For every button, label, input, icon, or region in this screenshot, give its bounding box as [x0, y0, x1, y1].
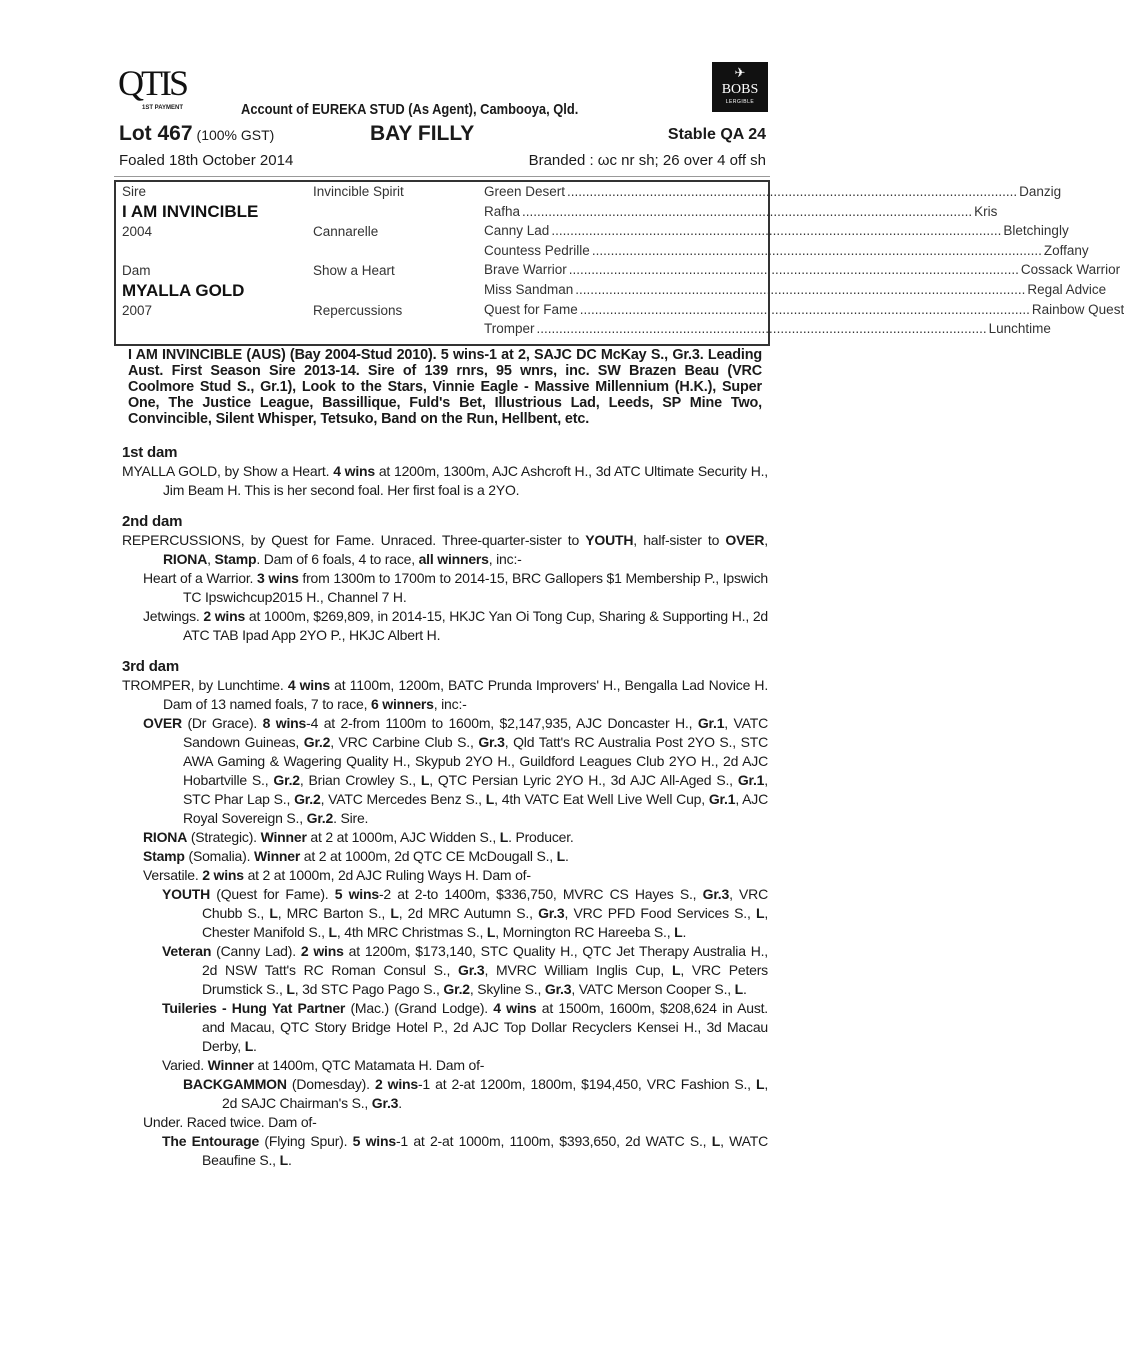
horse-sire: Regal Advice: [1027, 282, 1107, 297]
sire-sire: Invincible Spirit: [313, 184, 404, 199]
horse-name: Brave Warrior: [484, 262, 567, 278]
text: ,: [764, 532, 768, 548]
horse-sire: Zoffany: [1043, 242, 1089, 258]
progeny-paragraph: [118, 1075, 768, 1113]
horse-name: Quest for Fame: [484, 301, 578, 317]
bobs-logo-sub: LERGIBLE: [725, 99, 755, 105]
sire-year: 2004: [122, 224, 153, 239]
progeny-paragraph: [118, 1132, 768, 1170]
text: .: [253, 1038, 257, 1054]
bold-text: 2 wins: [300, 943, 344, 959]
bold-text: Gr.3: [538, 905, 565, 921]
bold-text: Winner: [260, 829, 307, 845]
bold-text: L: [711, 1133, 721, 1149]
bold-text: Gr.1: [697, 715, 725, 731]
foaled-date: Foaled 18th October 2014: [119, 152, 294, 169]
horse-sire: Lunchtime: [988, 321, 1051, 337]
text: (Quest for Fame).: [210, 886, 335, 902]
text: at 2 at 1000m, AJC Widden S.,: [306, 829, 500, 845]
bold-text: 5 wins: [352, 1133, 396, 1149]
bold-text: Gr.1: [737, 772, 765, 788]
horse-sire: Danzig: [1019, 184, 1062, 199]
bold-text: Gr.2: [443, 981, 470, 997]
bold-text: Winner: [253, 848, 301, 864]
text: .: [398, 1095, 402, 1111]
bold-text: L: [674, 924, 683, 940]
dot-leader: ........................................................................................................................: [536, 321, 987, 337]
text: (Canny Lad).: [211, 943, 301, 959]
bold-text: L: [499, 829, 509, 845]
text: , Skyline S.,: [469, 981, 545, 997]
bold-text: L: [755, 905, 765, 921]
dam-year: 2007: [122, 303, 153, 318]
text: , STC Phar Lap S.,: [183, 772, 768, 807]
progeny-paragraph: [118, 714, 768, 828]
text: -2 at 2-to 1400m, $336,750, MVRC CS Hayes S.,: [378, 886, 703, 902]
bold-text: 5 wins: [334, 886, 379, 902]
text: , VATC Merson Cooper S.,: [571, 981, 735, 997]
horse-name: Miss Sandman: [484, 282, 574, 297]
text: REPERCUSSIONS, by Quest for Fame. Unraced. Three-quarter-sister to: [122, 532, 586, 548]
progeny-paragraph: [118, 999, 768, 1056]
text: , QTC Persian Lyric 2YO H., 3d AJC All-Aged S.,: [429, 772, 738, 788]
text: Jetwings.: [143, 608, 204, 624]
bold-text: 4 wins: [287, 677, 330, 693]
qtis-logo-text: QTIS: [118, 63, 186, 103]
text: .: [682, 924, 687, 940]
text: -1 at 2-at 1200m, 1800m, $194,450, VRC Fashion S.,: [417, 1076, 756, 1092]
text: at 2 at 1000m, 2d QTC CE McDougall S.,: [300, 848, 557, 864]
lot-number: [119, 122, 274, 146]
horse-rider-icon: ✈: [734, 65, 746, 80]
text: , Chester Manifold S.,: [202, 905, 769, 940]
bobs-logo-text: BOBS: [721, 82, 759, 97]
sire-dam: Cannarelle: [313, 224, 379, 239]
bold-text: 2 wins: [202, 867, 244, 883]
bold-text: 4 wins: [333, 463, 375, 479]
bold-text: YOUTH: [585, 532, 634, 548]
dot-leader: ........................................................................................................................: [575, 282, 1026, 297]
bold-text: L: [486, 924, 496, 940]
text: , half-sister to: [633, 532, 726, 548]
catalogue-text: [118, 347, 768, 1170]
bold-text: Gr.3: [478, 734, 505, 750]
bold-text: L: [328, 924, 337, 940]
text: , 4th VATC Eat Well Live Well Cup,: [494, 791, 709, 807]
dot-leader: ........................................................................................................................: [568, 262, 1019, 278]
dam-paragraph: [118, 676, 768, 714]
section-heading-2nd-dam: 2nd dam: [122, 513, 183, 530]
bold-text: 4 wins: [493, 1000, 537, 1016]
bold-text: L: [734, 981, 744, 997]
sire-name: I AM INVINCIBLE: [122, 202, 259, 221]
progeny-paragraph: [118, 1113, 768, 1132]
bold-text: The Entourage: [162, 1133, 260, 1149]
bold-text: Stamp: [143, 848, 185, 864]
text: , AJC Royal Sovereign S.,: [183, 791, 768, 826]
bold-text: 2 wins: [203, 608, 246, 624]
dam-paragraph: [118, 462, 768, 500]
text: , WATC Beaufine S.,: [202, 1133, 768, 1168]
progeny-paragraph: [118, 569, 768, 607]
bold-text: L: [286, 981, 295, 997]
text: , 4th MRC Christmas S.,: [336, 924, 487, 940]
text: , 3d STC Pago Pago S.,: [294, 981, 444, 997]
bold-text: L: [279, 1152, 288, 1168]
progeny-paragraph: [118, 828, 768, 847]
text: Heart of a Warrior.: [143, 570, 257, 586]
qtis-logo-sub: 1ST PAYMENT: [142, 105, 184, 111]
text: , Qld Tatt's RC Australia Post 2YO S., STC AWA Gaming & Wagering Quality H., Skypub 2YO H., Guildford Leagues Club 2YO H., 2d AJC Hobartville S.,: [183, 734, 768, 788]
text: at 1100m, 1200m, BATC Prunda Improvers' H., Bengalla Lad Novice H. Dam of 13 named foals, 7 to race,: [163, 677, 769, 712]
text: .: [743, 981, 747, 997]
text: (Domesday).: [286, 1076, 375, 1092]
progeny-paragraph: [118, 607, 768, 645]
horse-name: Canny Lad: [484, 223, 550, 239]
horse-sire: Kris: [974, 203, 998, 219]
divider: [114, 176, 770, 177]
vendor-account: Account of EUREKA STUD (As Agent), Cambooya, Qld.: [241, 101, 579, 118]
bold-text: all winners: [418, 551, 489, 567]
text: .: [287, 1152, 292, 1168]
bold-text: Tuileries - Hung Yat Partner: [162, 1000, 346, 1016]
bold-text: RIONA: [163, 551, 208, 567]
dam-dam: Repercussions: [313, 303, 403, 318]
bobs-logo: [712, 62, 768, 112]
bold-text: Gr.3: [702, 886, 730, 902]
dam-sire: Show a Heart: [313, 263, 395, 278]
text: , Brian Crowley S.,: [299, 772, 421, 788]
text: , inc:-: [488, 551, 522, 567]
bold-text: L: [755, 1076, 765, 1092]
horse-name: Tromper: [484, 321, 535, 337]
bold-text: Veteran: [162, 943, 212, 959]
text: at 1200m, 1300m, AJC Ashcroft H., 3d ATC Ultimate Security H., Jim Beam H. This is her second foal. Her first foal is a 2YO.: [163, 463, 768, 498]
bold-text: L: [671, 962, 681, 978]
text: Versatile.: [143, 867, 203, 883]
text: Under. Raced twice. Dam of-: [143, 1114, 317, 1130]
text: . Sire.: [333, 810, 369, 826]
text: . Producer.: [508, 829, 574, 845]
horse-sire: Cossack Warrior: [1020, 262, 1121, 278]
bold-text: BACKGAMMON: [183, 1076, 287, 1092]
text: (Somalia).: [184, 848, 254, 864]
bold-text: L: [556, 848, 566, 864]
text: , VRC Peters Drumstick S.,: [202, 962, 768, 997]
progeny-paragraph: [118, 847, 768, 866]
dam-label: Dam: [122, 263, 151, 278]
pedigree-table: [114, 180, 1124, 346]
text: MYALLA GOLD, by Show a Heart.: [122, 463, 334, 479]
bold-text: Gr.2: [294, 791, 321, 807]
bold-text: L: [244, 1038, 254, 1054]
text: (Flying Spur).: [259, 1133, 353, 1149]
lot-label: Lot 467: [119, 122, 193, 145]
horse-sire: Bletchingly: [1003, 223, 1069, 239]
text: , Mornington RC Hareeba S.,: [495, 924, 675, 940]
horse-name: Countess Pedrille: [484, 242, 590, 258]
bold-text: RIONA: [143, 829, 188, 845]
text: (Dr Grace).: [181, 715, 263, 731]
text: at 1400m, QTC Matamata H. Dam of-: [253, 1057, 485, 1073]
text: TROMPER, by Lunchtime.: [122, 677, 288, 693]
gst-note: (100% GST): [196, 127, 275, 143]
text: , MVRC William Inglis Cup,: [484, 962, 672, 978]
text: -4 at 2-from 1100m to 1600m, $2,147,935, AJC Doncaster H.,: [306, 715, 698, 731]
bold-text: Gr.3: [544, 981, 572, 997]
bold-text: YOUTH: [162, 886, 211, 902]
grandparent-row: [484, 221, 1069, 241]
dam-name: MYALLA GOLD: [122, 281, 245, 300]
text: , VATC Sandown Guineas,: [183, 715, 768, 750]
dam-paragraph: [118, 531, 768, 569]
progeny-paragraph: [118, 1056, 768, 1075]
text: at 1000m, $269,809, in 2014-15, HKJC Yan Oi Tong Cup, Sharing & Supporting H., 2d ATC TAB Ipad App 2YO P., HKJC Albert H.: [183, 608, 769, 643]
text: (Strategic).: [187, 829, 261, 845]
grandparent-row: [484, 300, 1124, 320]
text: , MRC Barton S.,: [277, 905, 391, 921]
dot-leader: ........................................................................................................................: [551, 223, 1002, 239]
progeny-paragraph: [118, 866, 768, 885]
section-heading-3rd-dam: 3rd dam: [122, 658, 179, 675]
horse-name: Rafha: [484, 203, 521, 219]
text: , VATC Mercedes Benz S.,: [320, 791, 486, 807]
text: (Mac.) (Grand Lodge).: [345, 1000, 494, 1016]
stable-number: Stable QA 24: [667, 126, 766, 143]
dam-lines: [118, 443, 768, 1170]
bold-text: Stamp: [214, 551, 257, 567]
sire-label: Sire: [122, 184, 147, 199]
dot-leader: ........................................................................................................................: [522, 203, 973, 219]
grandparent-row: [484, 260, 1121, 280]
grandparent-row: [484, 280, 1107, 300]
bold-text: L: [485, 791, 495, 807]
text: -1 at 2-at 1000m, 1100m, $393,650, 2d WATC S.,: [395, 1133, 712, 1149]
bold-text: OVER: [143, 715, 182, 731]
text: at 1200m, $173,140, STC Quality H., QTC Jet Therapy Australia H., 2d NSW Tatt's RC Roman Consul S.,: [202, 943, 769, 978]
grandparent-row: [484, 202, 998, 222]
section-heading-1st-dam: 1st dam: [122, 444, 178, 461]
text: .: [565, 848, 569, 864]
text: from 1300m to 1700m to 2014-15, BRC Gallopers $1 Membership P., Ipswich TC Ipswichcup2015 H., Channel 7 H.: [183, 570, 768, 605]
bold-text: Gr.2: [303, 734, 331, 750]
qtis-logo: [118, 64, 218, 114]
text: , 2d MRC Autumn S.,: [398, 905, 539, 921]
bold-text: Gr.3: [458, 962, 485, 978]
text: Varied.: [162, 1057, 208, 1073]
bold-text: Gr.2: [306, 810, 334, 826]
grandparent-row: [484, 182, 1062, 202]
text: , 2d SAJC Chairman's S.,: [222, 1076, 769, 1111]
progeny-paragraph: [118, 942, 768, 999]
text: , VRC PFD Food Services S.,: [564, 905, 756, 921]
text: . Dam of 6 foals, 4 to race,: [256, 551, 419, 567]
bold-text: L: [390, 905, 399, 921]
bold-text: Winner: [207, 1057, 254, 1073]
horse-sire: Rainbow Quest: [1031, 301, 1124, 317]
bold-text: OVER: [725, 532, 765, 548]
grandparent-row: [484, 241, 1089, 261]
dot-leader: ........................................................................................................................: [567, 184, 1018, 199]
text: at 1500m, 1600m, $208,624 in Aust. and Macau, QTC Story Bridge Hotel P., 2d AJC Top Dollar Recyclers Kensei H., 3d Macau Derby,: [202, 1000, 768, 1054]
brand-marks: Branded : ωc nr sh; 26 over 4 off sh: [528, 152, 766, 169]
dot-leader: ........................................................................................................................: [591, 242, 1042, 258]
bold-text: 8 wins: [262, 715, 307, 731]
text: ,: [207, 551, 215, 567]
bold-text: Gr.3: [371, 1095, 399, 1111]
bold-text: Gr.1: [708, 791, 736, 807]
bold-text: Gr.2: [273, 772, 300, 788]
bold-text: 3 wins: [257, 570, 299, 586]
bold-text: L: [269, 905, 278, 921]
sire-summary: I AM INVINCIBLE (AUS) (Bay 2004-Stud 2010). 5 wins-1 at 2, SAJC DC McKay S., Gr.3. Leading Aust. First Season Sire 2013-14. Sire of 139 rnrs, 95 wnrs, inc. SW Brazen Beau (VRC Coolmore Stud S., Gr.1), Look to the Stars, Vinnie Eagle - Massive Millennium (H.K.), Super One, The Justice League, Bassillique, Fuld's Bet, Illustrious Lad, Leeds, SP Mine Two, Convincible, Silent Whisper, Tetsuko, Band on the Run, Hellbent, etc.: [128, 347, 762, 427]
text: , VRC Chubb S.,: [202, 886, 768, 921]
text: , inc:-: [433, 696, 467, 712]
bold-text: L: [420, 772, 430, 788]
bold-text: 6 winners: [370, 696, 434, 712]
dot-leader: ........................................................................................................................: [579, 301, 1030, 317]
bold-text: 2 wins: [374, 1076, 418, 1092]
grandparent-row: [484, 319, 1051, 339]
text: , VRC Carbine Club S.,: [330, 734, 479, 750]
progeny-paragraph: [118, 885, 768, 942]
lot-title: BAY FILLY: [370, 122, 475, 145]
horse-name: Green Desert: [484, 184, 566, 199]
text: at 2 at 1000m, 2d AJC Ruling Ways H. Dam of-: [243, 867, 531, 883]
